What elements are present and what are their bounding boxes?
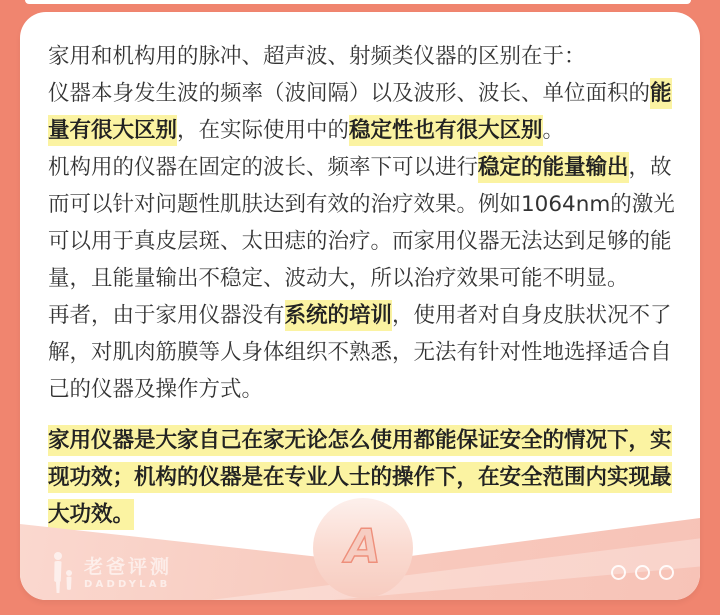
paragraph-institutional-devices — [48, 149, 674, 297]
highlighted-text: 稳定性也有很大区别 — [349, 115, 543, 146]
text-line — [48, 297, 674, 334]
text-segment: 己的仪器及操作方式。 — [48, 377, 264, 402]
text-line — [48, 223, 674, 260]
highlighted-text: 量有很大区别 — [48, 115, 177, 146]
text-segment: ，故 — [628, 155, 672, 180]
text-segment: 再者，由于家用仪器没有 — [48, 303, 285, 328]
letter-badge — [313, 498, 413, 598]
paragraph-difference — [48, 75, 674, 149]
content-card — [20, 12, 700, 600]
text-line — [48, 186, 674, 223]
text-line — [48, 149, 674, 186]
highlighted-text: 现功效；机构的仪器是在专业人士的操作下，在安全范围内实现最 — [48, 462, 672, 493]
text-segment: 量，且能量输出不稳定、波动大，所以治疗效果可能不明显。 — [48, 266, 629, 291]
text-segment: 仪器本身发生波的频率（波间隔）以及波形、波长、单位面积的 — [48, 81, 651, 106]
paragraph-training — [48, 297, 674, 408]
text-segment: 。 — [542, 118, 565, 143]
article-text — [48, 38, 674, 533]
text-segment: ，在实际使用中的 — [177, 118, 350, 143]
text-segment: 而可以针对问题性肌肤达到有效的治疗效果。例如1064nm的激光 — [48, 192, 675, 217]
text-segment: 解，对肌肉筋膜等人身体组织不熟悉，无法有针对性地选择适合自 — [48, 340, 672, 365]
text-line — [48, 459, 674, 496]
text-line — [48, 422, 674, 459]
previous-card-edge — [25, 0, 691, 4]
father-child-icon — [50, 551, 76, 595]
logo-chinese-name: 老爸评测 — [84, 555, 173, 578]
badge-letter: A — [345, 519, 381, 573]
pager-dots — [611, 565, 674, 580]
highlighted-text: 大功效。 — [48, 499, 134, 530]
highlighted-text: 系统的培训 — [285, 300, 393, 331]
text-segment: 机构用的仪器在固定的波长、频率下可以进行 — [48, 155, 479, 180]
logo-text — [84, 556, 172, 591]
text-segment: ，使用者对自身皮肤状况不了 — [392, 303, 672, 328]
text-line — [48, 371, 674, 408]
highlighted-text: 稳定的能量输出 — [478, 152, 629, 183]
pager-dot — [659, 565, 674, 580]
text-line — [48, 334, 674, 371]
daddylab-logo — [50, 550, 172, 596]
text-segment: 家用和机构用的脉冲、超声波、射频类仪器的区别在于： — [48, 44, 586, 69]
pager-dot — [635, 565, 650, 580]
highlighted-text: 能 — [650, 78, 672, 109]
text-line — [48, 260, 674, 297]
text-line — [48, 38, 674, 75]
text-line — [48, 75, 674, 112]
pager-dot — [611, 565, 626, 580]
text-line — [48, 112, 674, 149]
highlighted-text: 家用仪器是大家自己在家无论怎么使用都能保证安全的情况下，实 — [48, 425, 672, 456]
text-segment: 可以用于真皮层斑、太田痣的治疗。而家用仪器无法达到足够的能 — [48, 229, 672, 254]
logo-english-name: DADDYLAB — [84, 578, 171, 590]
paragraph-intro — [48, 38, 674, 75]
